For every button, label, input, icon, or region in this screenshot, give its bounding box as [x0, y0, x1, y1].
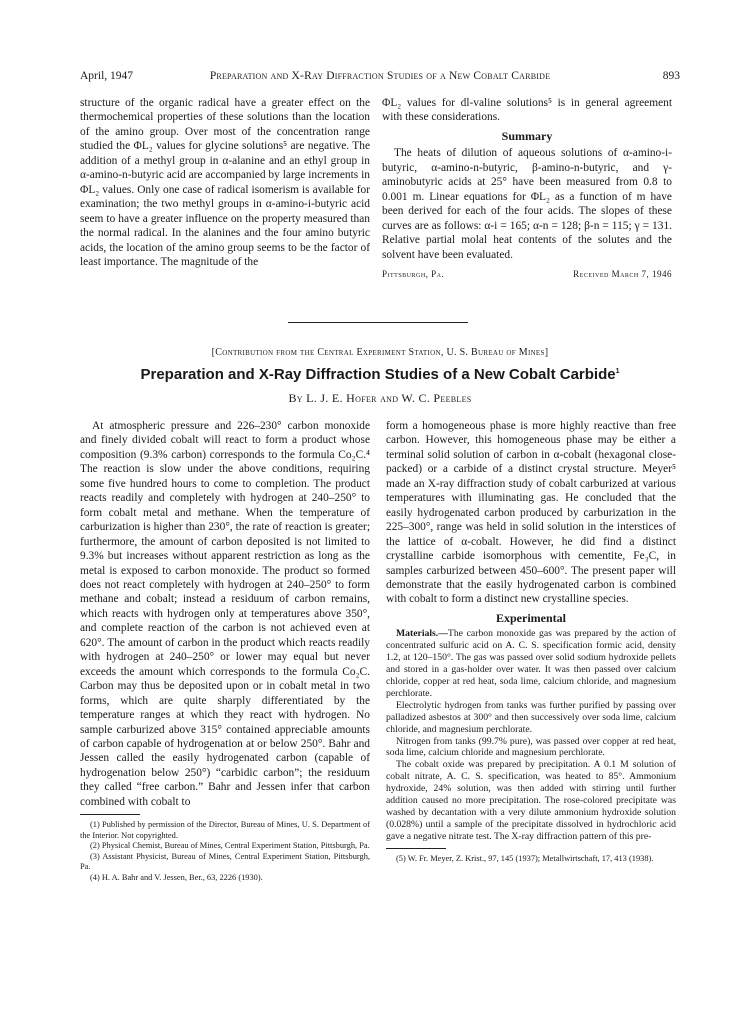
footnote: (5) W. Fr. Meyer, Z. Krist., 97, 145 (1937); Metallwirtschaft, 17, 413 (1938).	[396, 853, 654, 863]
intro-paragraph: At atmospheric pressure and 226–230° carbon monoxide and finely divided cobalt will react to form a product whose composition (9.3% carbon) corresponds to the formula Co₂C.⁴ The reaction is slow under the above conditions, requiring some five hundred hours to come to completion. The product reacts readily and completely with hydrogen at 240–250° to form cobalt metal and methane. When the temperature of carburization is higher than 230°, the rate of reaction is greater; furthermore, the amount of carbon deposited is not limited to 9.3% but increases without apparent restriction as long as the metal is exposed to carbon monoxide. The product so formed does not react completely with hydrogen at 240–250° to form methane and cobalt; instead a residuum of carbon remains, which reacts with hydrogen only at temperatures above 350°, and complete reaction of the carbon is not achieved even at 620°. The amount of carbon in the product which reacts readily with hydrogen at 240–250° or lower may equal but never exceeds the amount which corresponds to the formula Co₂C. Carbon may thus be deposited upon or in cobalt metal in two forms, which are quite sharply differentiated by the temperature ranges at which they react with hydrogen. No sample carburized above 315° contained appreciable amounts of carbon capable of hydrogenation at or below 250°. Bahr and Jessen called the easily hydrogenated carbon (capable of hydrogenation below 250°) “carbidic carbon”; the residuum they called “free carbon.” Bahr and Jessen infer that carbon combined with cobalt to	[80, 420, 370, 808]
article-separator-rule	[288, 322, 468, 323]
previous-article-continuation: ΦL₂ values for dl-valine solutions⁵ is in general agreement with these considerations.	[382, 97, 672, 124]
running-head	[80, 70, 680, 86]
title-footnote-marker: 1	[615, 368, 620, 375]
experimental-section	[386, 628, 676, 842]
previous-article-right-column	[382, 96, 672, 281]
previous-article-left-column	[80, 96, 370, 269]
signoff	[382, 267, 672, 281]
materials-text: The carbon monoxide gas was prepared by the action of concentrated sulfuric acid on A. C. S. specification formic acid, density 1.2, at 120–150°. The gas was passed over solid sodium hydroxide pellets and stored in a gas-holder over water. It was then passed over calcium chloride, copper at red heat, soda lime, calcium chloride, and magnesium perchlorate.	[386, 628, 676, 699]
footnote: (1) Published by permission of the Director, Bureau of Mines, U. S. Department of the Interior. Not copyrighted.	[80, 820, 370, 840]
nitrogen-paragraph: Nitrogen from tanks (99.7% pure), was passed over copper at red heat, soda lime, calcium chloride and magnesium perchlorate.	[386, 735, 676, 759]
cobalt-oxide-paragraph: The cobalt oxide was prepared by precipitation. A 0.1 M solution of cobalt nitrate, A. C. S. specification, was heated to 85°. Ammonium hydroxide, 24% solution, was then added with stirring until further addition caused no more precipitation. The rose-colored precipitate was washed by decantation with a very dilute ammonium hydroxide solution (0.028%) until a sample of the precipitate dissolved in hydrochloric acid gave a negative nitrate test. The X-ray diffraction pattern of this pre-	[386, 759, 676, 842]
intro-continuation: form a homogeneous phase is more highly reactive than free carbon. However, this homogeneous phase may be either a terminal solid solution of carbon in α-cobalt (hexagonal close-packed) or a carbide of a distinct crystal structure. Meyer⁵ made an X-ray diffraction study of cobalt carburized at various temperatures with illuminating gas. He concluded that the easily hydrogenated carbon produced by carburization in the 225–300°, range was held in solid solution in the interstices of the lattice of α-cobalt. However, he did find a distinct crystalline carbide isomorphous with cementite, Fe₃C, in samples carburized between 450–600°. The present paper will demonstrate that the easily hydrogenated carbon is combined with cobalt to form a distinct new crystalline species.	[386, 420, 676, 606]
signoff-location: Pittsburgh, Pa.	[382, 268, 445, 279]
experimental-heading: Experimental	[496, 610, 566, 625]
summary-heading: Summary	[501, 128, 553, 143]
article-title-text: Preparation and X-Ray Diffraction Studies of a New Cobalt Carbide	[140, 366, 616, 383]
header-page-number: 893	[662, 70, 680, 82]
header-running-title: Preparation and X-Ray Diffraction Studies of a New Cobalt Carbide	[209, 70, 551, 82]
footnote-rule	[386, 848, 446, 849]
previous-article-paragraph: structure of the organic radical have a greater effect on the thermochemical properties of these solutions than the location of the amino group. Over most of the concentration range studied the ΦL₂ values for glycine solutions⁵ are negative. The addition of a methyl group in α-alanine and an ethyl group in α-amino-n-butyric acid are accompanied by large increments in ΦL₂ values. Only one case of radical isomerism is available for examination; the two methyl groups in α-amino-i-butyric acid seem to have a greater influence on the property measured than the normal radical. In the alanines and the four amino butyric acids, the location of the amino group seems to be the factor of least importance. The magnitude of the	[80, 97, 370, 268]
header-date: April, 1947	[80, 70, 134, 82]
footnotes-right	[386, 854, 676, 865]
signoff-received: Received March 7, 1946	[573, 268, 672, 279]
footnote-rule	[80, 814, 140, 815]
footnotes-left	[80, 820, 370, 883]
footnote: (4) H. A. Bahr and V. Jessen, Ber., 63, 2226 (1930).	[90, 872, 263, 882]
summary-text: The heats of dilution of aqueous solutions of α-amino-i-butyric, α-amino-n-butyric, β-amino-n-butyric, and γ-aminobutyric acids at 25° have been measured from 0.8 to 0.001 m. Linear equations for ΦL₂ as a function of m have been derived for each of the four acids. The slopes of these curves are as follows: α-i = 165; α-n = 128; β-n = 115; γ = 131. Relative partial molal heat contents of the solutes and the solvent have been evaluated.	[382, 147, 672, 261]
materials-paragraph	[386, 628, 676, 699]
byline: By L. J. E. Hofer and W. C. Peebles	[288, 391, 472, 405]
hydrogen-paragraph: Electrolytic hydrogen from tanks was further purified by passing over palladized asbestos at 300° and then successively over soda lime, calcium chloride, and magnesium perchlorate.	[386, 699, 676, 735]
main-left-column	[80, 419, 370, 883]
footnote: (3) Assistant Physicist, Bureau of Mines, Central Experiment Station, Pittsburgh, Pa.	[80, 851, 370, 872]
main-right-column	[386, 419, 676, 864]
materials-runin-head: Materials.—	[396, 628, 448, 640]
contribution-line: [Contribution from the Central Experiment Station, U. S. Bureau of Mines]	[211, 347, 549, 358]
footnote: (2) Physical Chemist, Bureau of Mines, Central Experiment Station, Pittsburgh, Pa.	[90, 841, 370, 851]
article-title	[80, 366, 680, 383]
